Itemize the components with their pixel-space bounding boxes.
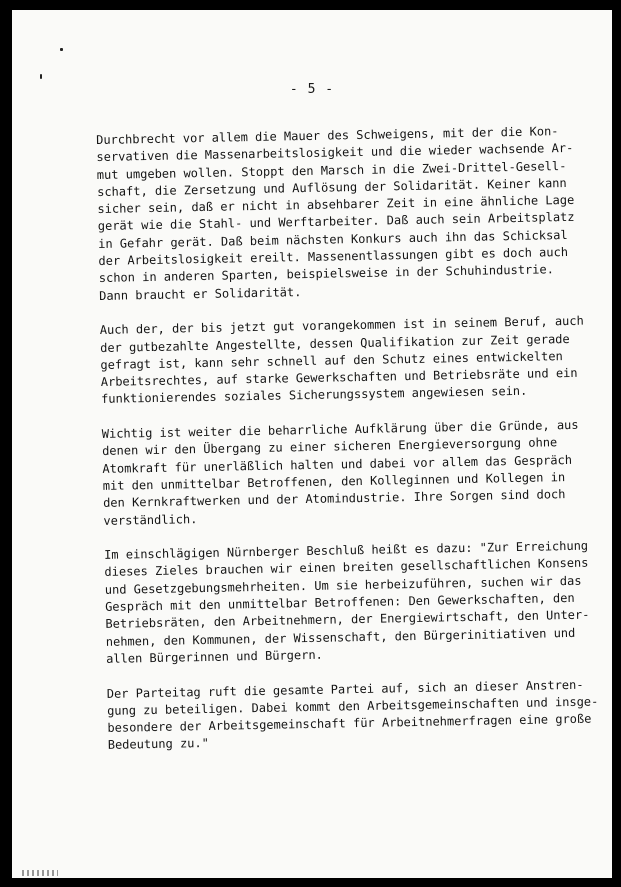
- paragraph: [106, 676, 599, 754]
- text-line: Arbeitsrechtes, auf starke Gewerkschaften und Betriebsräte und ein: [100, 365, 578, 390]
- document-page: [12, 10, 612, 878]
- text-line: Der Parteitag ruft die gesamte Partei auf, sich an dieser Anstren-: [106, 677, 584, 701]
- text-line: gerät wie die Stahl- und Werftarbeiter. Daß auch sein Arbeitsplatz: [97, 210, 575, 234]
- text-line: Dann braucht er Solidarität.: [99, 284, 302, 303]
- text-line: schaft, die Zersetzung und Auflösung der Solidarität. Keiner kann: [97, 175, 567, 199]
- text-line: mut umgeben wollen. Stoppt den Marsch in die Zwei-Drittel-Gesell-: [96, 158, 567, 182]
- text-line: den Kernkraftwerken und der Atomindustrie. Ihre Sorgen sind doch: [102, 487, 566, 511]
- text-line: allen Bürgerinnen und Bürgern.: [105, 647, 323, 666]
- text-line: verständlich.: [103, 511, 198, 528]
- document-body: [96, 123, 599, 772]
- text-line: schon in anderen Sparten, beispielsweise in der Schuhindustrie.: [98, 262, 555, 286]
- text-line: Betriebsräten, den Arbeitnehmern, der Energiewirtschaft, den Unter-: [105, 607, 590, 632]
- text-line: und Gesetzgebungsmehrheiten. Um sie herbeizuführen, suchen wir das: [104, 573, 582, 597]
- text-line: in Gefahr gerät. Daß beim nächsten Konkurs auch ihn das Schicksal: [98, 227, 568, 251]
- paragraph: [99, 313, 584, 408]
- text-line: Auch der, der bis jetzt gut vorangekommen ist in seinem Beruf, auch: [99, 313, 584, 338]
- text-line: servativen die Massenarbeitslosigkeit und die wieder wachsende Ar-: [96, 141, 574, 165]
- text-line: mit den unmittelbar Betroffenen, den Kolleginnen und Kollegen in: [102, 469, 566, 493]
- text-line: dieses Zieles brauchen wir einen breiten gesellschaftlichen Konsens: [104, 556, 589, 580]
- text-line: denen wir den Übergang zu einer sicheren Energieversorgung ohne: [101, 435, 558, 459]
- text-line: Atomkraft für unerläßlich halten und dabei vor allem das Gespräch: [102, 452, 573, 476]
- scan-artifact: [22, 870, 58, 876]
- text-line: Bedeutung zu.": [107, 736, 210, 753]
- text-line: der gutbezahlte Angestellte, dessen Qualifikation zur Zeit gerade: [100, 331, 570, 355]
- text-line: Durchbrecht vor allem die Mauer des Schweigens, mit der die Kon-: [96, 124, 559, 147]
- paragraph: [96, 123, 575, 305]
- text-line: Im einschlägigen Nürnberger Beschluß heißt es dazu: "Zur Erreichung: [103, 538, 589, 563]
- text-line: gung zu beteiligen. Dabei kommt den Arbeitsgemeinschaften und insge-: [106, 694, 599, 718]
- text-line: Wichtig ist weiter die beharrliche Aufklärung über die Gründe, aus: [101, 417, 579, 441]
- scan-speck: [40, 74, 42, 79]
- text-line: der Arbeitslosigkeit ereilt. Massenentlassungen gibt es doch auch: [98, 245, 569, 269]
- scan-speck: [60, 48, 63, 51]
- text-line: nehmen, den Kommunen, der Wissenschaft, den Bürgerinitiativen und: [105, 625, 576, 649]
- text-line: sicher sein, daß er nicht in absehbarer Zeit in eine ähnliche Lage: [97, 193, 575, 217]
- text-line: Gespräch mit den unmittelbar Betroffenen: Den Gewerkschaften, den: [104, 590, 575, 614]
- text-line: besondere der Arbeitsgemeinschaft für Arbeitnehmerfragen eine große: [107, 711, 592, 735]
- text-line: funktionierendes soziales Sicherungssystem angewiesen sein.: [101, 384, 528, 407]
- paragraph: [101, 417, 579, 530]
- page-number: - 5 -: [289, 82, 335, 97]
- paragraph: [103, 538, 590, 668]
- text-line: gefragt ist, kann sehr schnell auf den Schutz eines entwickelten: [100, 348, 563, 372]
